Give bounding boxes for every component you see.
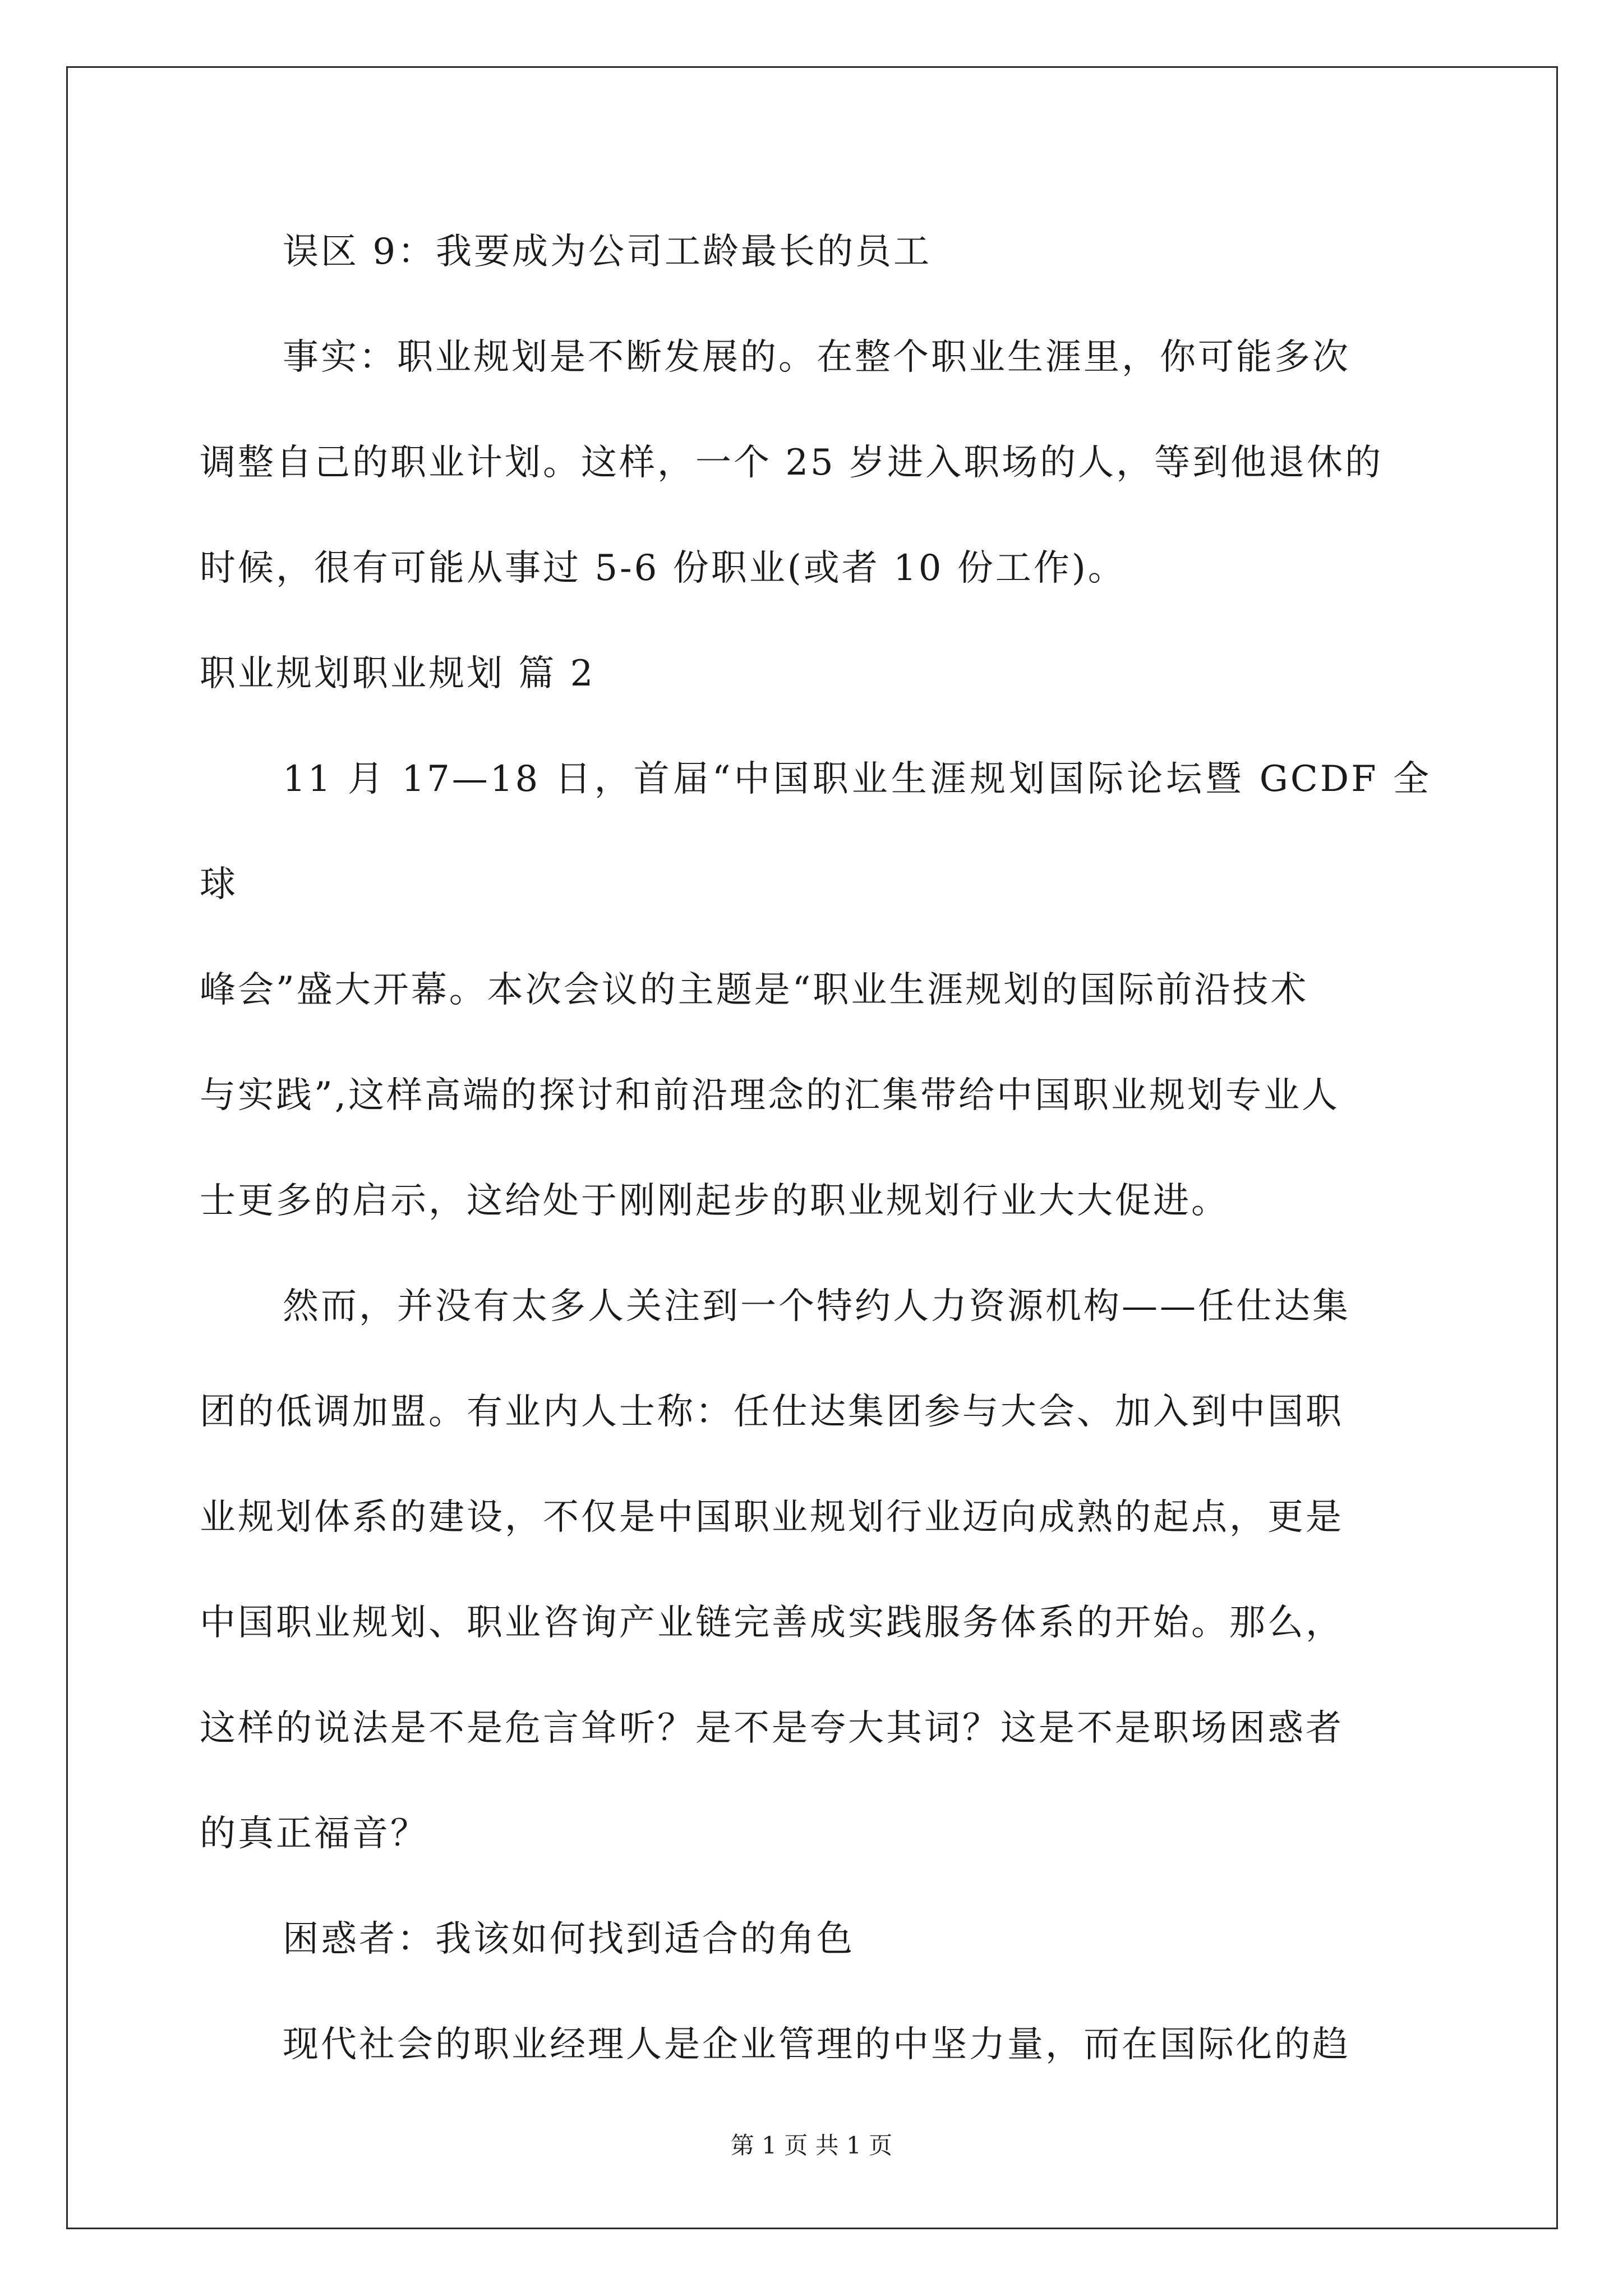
text-line: 困惑者：我该如何找到适合的角色 <box>283 1918 855 1960</box>
text-line: 11 月 17—18 日，首届“中国职业生涯规划国际论坛暨 GCDF 全球 <box>200 758 1431 905</box>
text-line: 团的低调加盟。有业内人士称：任仕达集团参与大会、加入到中国职 <box>200 1391 1344 1433</box>
text-line: 误区 9：我要成为公司工龄最长的员工 <box>283 231 932 273</box>
section-heading <box>200 621 1431 726</box>
heading-text: 职业规划职业规划 篇 2 <box>200 653 596 694</box>
text-line: 与实践”,这样高端的探讨和前沿理念的汇集带给中国职业规划专业人 <box>200 1075 1340 1116</box>
text-line: 业规划体系的建设，不仅是中国职业规划行业迈向成熟的起点，更是 <box>200 1497 1344 1538</box>
text-line: 时候，很有可能从事过 5-6 份职业(或者 10 份工作)。 <box>200 547 1126 589</box>
paragraph-myth-9 <box>200 199 1431 305</box>
text-line: 然而，并没有太多人关注到一个特约人力资源机构——任仕达集 <box>283 1286 1350 1327</box>
paragraph-randstad <box>200 1254 1431 1887</box>
text-line: 峰会”盛大开幕。本次会议的主题是“职业生涯规划的国际前沿技术 <box>200 969 1309 1011</box>
page-footer <box>0 2129 1623 2162</box>
text-line: 调整自己的职业计划。这样，一个 25 岁进入职场的人，等到他退休的 <box>200 442 1384 484</box>
document-body <box>200 199 1431 2097</box>
paragraph-confused <box>200 1887 1431 1992</box>
text-line: 事实：职业规划是不断发展的。在整个职业生涯里，你可能多次 <box>283 337 1350 378</box>
paragraph-managers <box>200 1992 1431 2097</box>
text-line: 现代社会的职业经理人是企业管理的中坚力量，而在国际化的趋 <box>283 2024 1350 2065</box>
text-line: 士更多的启示，这给处于刚刚起步的职业规划行业大大促进。 <box>200 1180 1229 1222</box>
text-line: 的真正福音？ <box>200 1813 428 1855</box>
text-line: 中国职业规划、职业咨询产业链完善成实践服务体系的开始。那么， <box>200 1602 1344 1644</box>
paragraph-fact <box>200 305 1431 621</box>
paragraph-forum <box>200 726 1431 1254</box>
page-number: 第 1 页 共 1 页 <box>730 2132 893 2159</box>
text-line: 这样的说法是不是危言耸听？是不是夸大其词？这是不是职场困惑者 <box>200 1708 1344 1749</box>
